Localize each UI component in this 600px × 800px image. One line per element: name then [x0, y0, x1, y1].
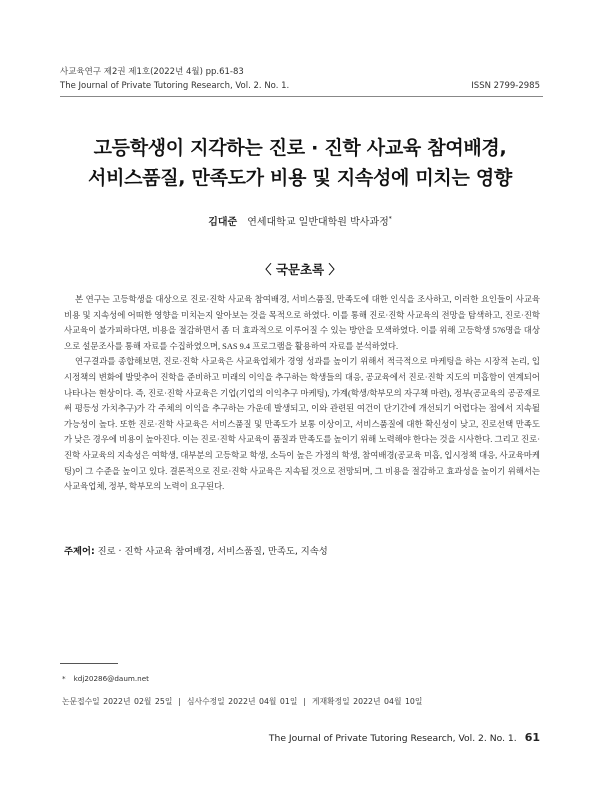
footnote-rule [60, 663, 118, 664]
author-name: 김대준 [208, 217, 238, 228]
author-block [0, 213, 600, 228]
abstract-heading: 〈 국문초록 〉 [258, 262, 341, 277]
abstract-body [64, 292, 540, 495]
date-separator: | [178, 697, 182, 706]
author-email: kdj20286@daum.net [73, 674, 149, 683]
header-rule [60, 96, 543, 97]
title-line-1: 고등학생이 지각하는 진로 · 진학 사교육 참여배경, [93, 137, 507, 159]
keywords [64, 543, 328, 557]
author-affiliation: 연세대학교 일반대학원 박사과정 [247, 217, 389, 228]
footer-journal: The Journal of Private Tutoring Research, Vol. 2. No. 1. [268, 733, 517, 744]
footnote-mark: * [62, 674, 66, 683]
page-number: 61 [524, 731, 540, 744]
journal-name-line: The Journal of Private Tutoring Research, Vol. 2. No. 1. [60, 81, 290, 91]
keywords-label: 주제어: [64, 546, 95, 557]
abstract-paragraph-2: 연구결과를 종합해보면, 진로·진학 사교육은 사교육업체가 경영 성과를 높이기 위해서 적극적으로 마케팅을 하는 시장적 논리, 입시정책의 변화에 발맞추어 진학을 준비하고 미래의 이익을 추구하는 학생들의 대응, 공교육에서 진로·진학 지도의 미흡함이 연계되어 나타나는 현상이다. 즉, 진로·진학 사교육은 기업(기업의 이익추구 마케팅), 가계(학생/학부모의 자구책 마련), 정부(공교육의 공공재로써 평등성 가치추구)가 각 주체의 이익을 추구하는 가운데 발생되고, 이와 관련된 여건이 단기간에 개선되기 어렵다는 점에서 지속될 가능성이 높다. 또한 진로·진학 사교육은 서비스품질 및 만족도가 보통 이상이고, 서비스품질에 대한 확신성이 낮고, 진로선택 만족도가 낮은 경우에 비용이 높아진다. 이는 진로·진학 사교육이 품질과 만족도를 높이기 위해 노력해야 한다는 것을 시사한다. 그리고 진로·진학 사교육의 지속성은 여학생, 대부분의 고등학교 학생, 소득이 높은 가정의 학생, 참여배경(공교육 미흡, 입시정책 대응, 사교육마케팅)이 그 수준을 높이고 있다. 결론적으로 진로·진학 사교육은 지속될 것으로 전망되며, 그 비용을 절감하고 효과성을 높이기 위해서는 사교육업체, 정부, 학부모의 노력이 요구된다. [64, 357, 540, 492]
issn: ISSN 2799-2985 [471, 81, 540, 91]
accepted-date: 게재확정일 2022년 04월 10일 [312, 697, 423, 706]
received-date: 논문접수일 2022년 02월 25일 [62, 697, 173, 706]
submission-dates [62, 696, 422, 707]
keywords-text: 진로 · 진학 사교육 참여배경, 서비스품질, 만족도, 지속성 [97, 546, 328, 557]
author-footnote-mark: * [388, 215, 392, 223]
journal-issue-line: 사교육연구 제2권 제1호(2022년 4월) pp.61-83 [60, 67, 244, 77]
page-footer [269, 731, 540, 744]
footnote [62, 674, 149, 683]
title-line-2: 서비스품질, 만족도가 비용 및 지속성에 미치는 영향 [88, 167, 512, 189]
date-separator: | [303, 697, 307, 706]
revised-date: 심사수정일 2022년 04월 01일 [187, 697, 298, 706]
abstract-paragraph-1: 본 연구는 고등학생을 대상으로 진로·진학 사교육 참여배경, 서비스품질, 만족도에 대한 인식을 조사하고, 이러한 요인들이 사교육비용 및 지속성에 어떠한 영향을 미치는지 알아보는 것을 목적으로 하였다. 이를 통해 진로·진학 사교육의 전망을 탐색하고, 진로·진학 사교육이 불가피하다면, 비용을 절감하면서 좀 더 효과적으로 이루어질 수 있는 방안을 모색하였다. 이를 위해 고등학생 576명을 대상으로 설문조사를 통해 자료를 수집하였으며, SAS 9.4 프로그램을 활용하여 자료를 분석하였다. [64, 295, 540, 351]
